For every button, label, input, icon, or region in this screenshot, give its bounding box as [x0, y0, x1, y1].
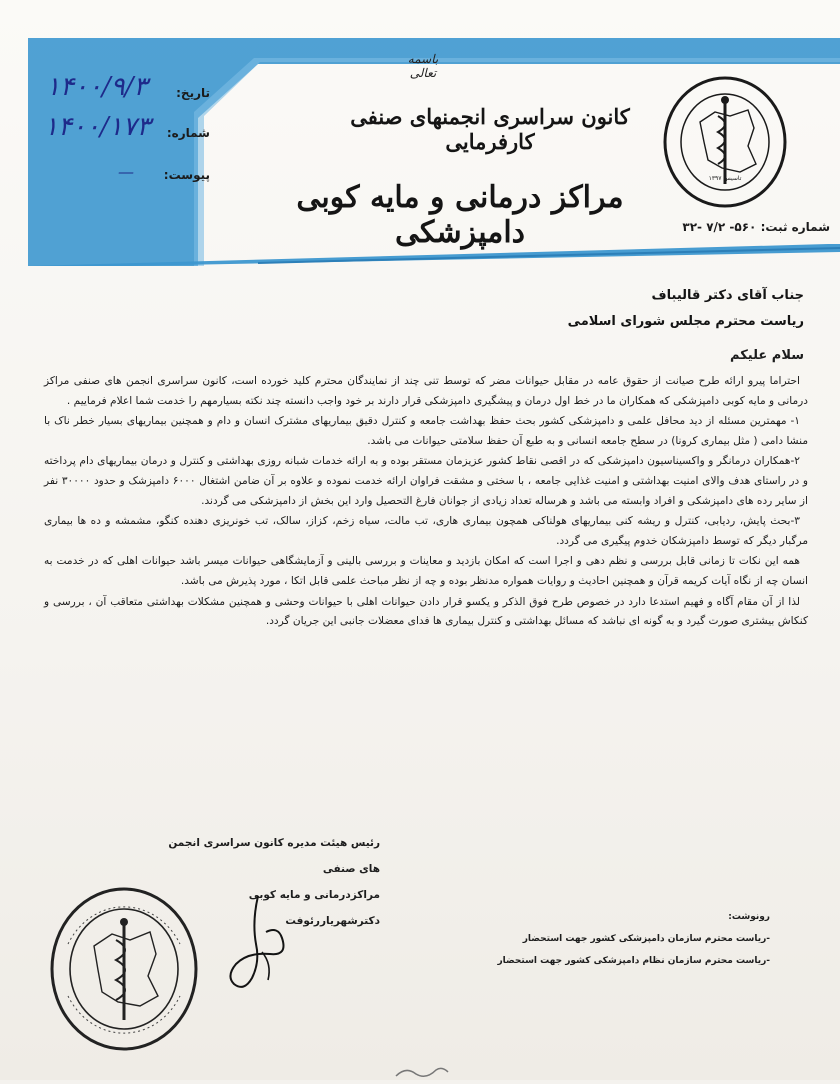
body-paragraph: احتراما پیرو ارائه طرح صیانت از حقوق عامه در مقابل حیوانات مضر که توسط تنی چند از نمایندگان محترم کلید خورده است، کانون سراسری انجمن های صنفی مراکز درمانی و مایه کوبی دامپزشکی که همکاران ما در خط اول درمان و پیشگیری دامپزشکی قرار دارند بر خود واجب دانسته چند نکته بسیارمهم را خدمت شما اعلام فرماییم . [44, 375, 808, 407]
salutation: سلام علیکم [730, 348, 804, 363]
attachment-label: پیوست: [163, 168, 210, 182]
seal-emblem-top [660, 72, 790, 212]
bismillah-text: باسمه تعالی [407, 52, 439, 80]
letter-body [44, 372, 808, 633]
org-name-line1: کانون سراسری انجمنهای صنفی کارفرمایی [350, 104, 630, 154]
cc-label: رونوشت: [728, 912, 770, 922]
signer-title: رئیس هیئت مدیره کانون سراسری انجمن های صنفی [168, 837, 380, 875]
handwritten-signature [222, 892, 302, 1002]
body-paragraph: لذا از آن مقام آگاه و فهیم استدعا دارد در خصوص طرح فوق الذکر و یکسو قرار دادن حیوانات اهلی با حیوانات وحشی و همچنین مشکلات بهداشتی متعاقب آن ، بررسی و کنکاش بیشتری صورت گیرد و به گونه ای نباشد که مسائل بهداشتی و کنترل بیماری ها فدای معضلات جانبی این جریان گردد. [44, 595, 808, 628]
handwritten-date: ۱۴۰۰/۹/۳ [46, 72, 148, 102]
handwritten-attachment: — [118, 162, 134, 181]
addressee-name: جناب آقای دکتر قالیباف [651, 288, 804, 303]
stamp-seal [46, 884, 202, 1054]
cc-item: -ریاست محترم سازمان نظام دامپزشکی کشور جهت استحضار [497, 956, 770, 966]
svg-text:تاسیس ۱۳۹۷: تاسیس ۱۳۹۷ [708, 175, 742, 182]
cc-item: -ریاست محترم سازمان دامپزشکی کشور جهت استحضار [522, 934, 770, 944]
cc-block [480, 906, 770, 972]
org-name-line2: مراکز درمانی و مایه کوبی دامپزشکی [296, 180, 624, 250]
body-paragraph: ۱- مهمترین مسئله از دید محافل علمی و دامپزشکی کشور بحث حفظ بهداشت جامعه و کنترل دقیق بیماریهای مشترک انسان و دام و همچنین بیماریهای بسیار خطر ناک با منشا دامی ( مثل بیماری کرونا) در سطح جامعه انسانی و به طبع آن حفظ سلامتی حیوانات می باشد. [44, 415, 808, 447]
number-label: شماره: [166, 126, 210, 140]
body-paragraph: ۲-همکاران درمانگر و واکسیناسیون دامپزشکی که در اقصی نقاط کشور عزیزمان مستقر بوده و به ارائه خدمات شبانه روزی بهداشتی و کنترل و درمان بیماریهای دام پرداخته و در راستای هدف والای امنیت بهداشتی و امنیت غذایی جامعه ، با سختی و مشقت فراوان ارائه خدمت نموده و علاوه بر آن ضامن اشتغال ۶۰۰۰ دامپزشک و حدود ۳۰۰۰۰ نفر از سایر رده های دامپزشکی و افراد وابسته می باشد و هرساله تعداد زیادی از جوانان فارغ التحصیل وارد این بخش از دامپزشکی می گردند. [44, 455, 808, 507]
registration-number: شماره ثبت: ۵۶۰- ۷/۲ -۳۲ [682, 220, 830, 234]
addressee-title: ریاست محترم مجلس شورای اسلامی [567, 314, 804, 329]
body-paragraph: ۳-بحث پایش، ردیابی، کنترل و ریشه کنی بیماریهای هولناکی همچون بیماری هاری، تب مالت، سیاه زخم، کزاز، سالک، تب خونریزی دهنده کنگو، مشمشه و ده ها بیماری مرگبار دیگر که توسط دامپزشکان خدوم پیگیری می گردد. [44, 515, 808, 547]
footer-logo-mark [392, 1064, 452, 1080]
body-paragraph: همه این نکات تا زمانی قابل بررسی و نظم دهی و اجرا است که امکان بازدید و معاینات و بررسی بالینی و آزمایشگاهی حیوانات میسر باشد حیوانات اهلی که در خدمت به انسان چه از نگاه آیات کریمه قرآن و همچنین احادیث و روایات همواره مدنظر بوده و چه از نظر مباحث علمی قابل اتکا ، مورد پذیرش می باشد. [44, 555, 808, 587]
signer-org: مراکزدرمانی و مایه کوبی [248, 889, 380, 901]
handwritten-number: ۱۴۰۰/۱۷۳ [44, 112, 151, 142]
signer-name: دکترشهریاررئوفت [285, 915, 380, 927]
date-label: تاریخ: [176, 86, 210, 100]
